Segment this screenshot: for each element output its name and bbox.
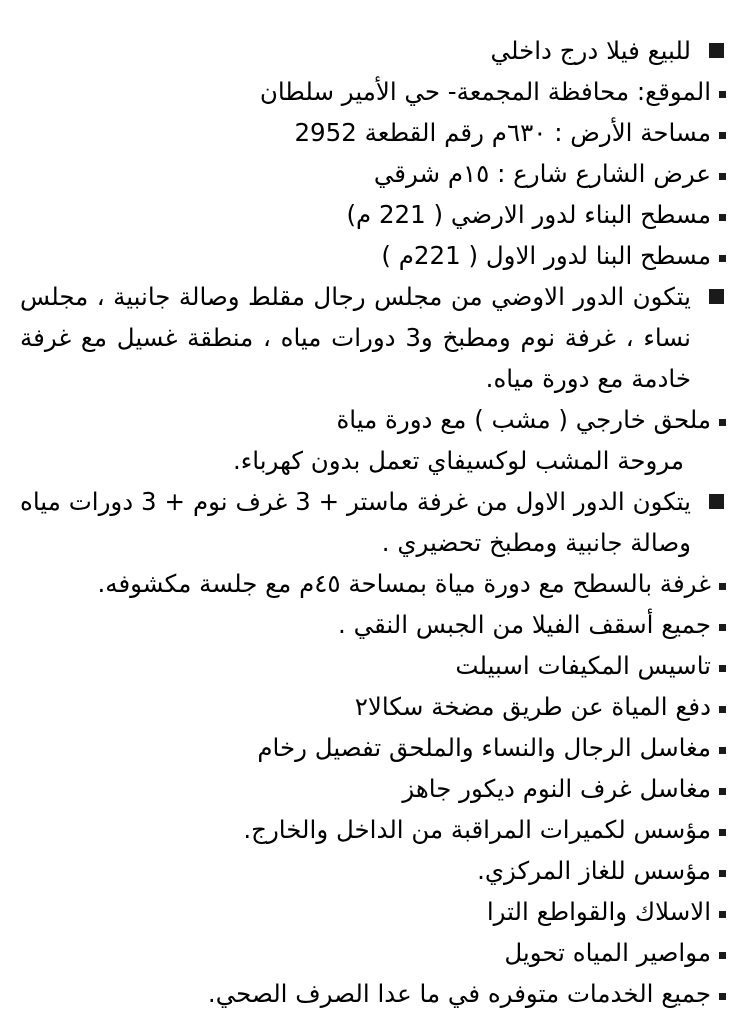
square-bullet-icon — [709, 289, 724, 304]
dot-bullet-icon — [719, 91, 726, 98]
paragraph-ground-floor: يتكون الدور الاوضي من مجلس رجال مقلط وصالة جانبية ، مجلس نساء ، غرفة نوم ومطبخ و3 دورات مياه ، منطقة غسيل مع غرفة خادمة مع دورة مياه. — [20, 276, 728, 399]
dot-bullet-icon — [719, 952, 726, 959]
list-item-street-width: عرض الشارع شارع : ١٥م شرقي — [20, 153, 728, 194]
list-item-wiring: الاسلاك والقواطع الترا — [20, 891, 728, 932]
dot-bullet-icon — [719, 255, 726, 262]
listing-title: للبيع فيلا درج داخلي — [20, 30, 728, 71]
list-item-ac: تاسيس المكيفات اسبيلت — [20, 645, 728, 686]
list-item-gas: مؤسس للغاز المركزي. — [20, 850, 728, 891]
square-bullet-icon — [709, 43, 724, 58]
dot-bullet-icon — [719, 665, 726, 672]
dot-bullet-icon — [719, 419, 726, 426]
dot-bullet-icon — [719, 993, 726, 1000]
list-item-first-floor-area: مسطح البنا لدور الاول ( 221م ) — [20, 235, 728, 276]
dot-bullet-icon — [719, 132, 726, 139]
dot-bullet-icon — [719, 624, 726, 631]
dot-bullet-icon — [719, 173, 726, 180]
list-item-cameras: مؤسس لكميرات المراقبة من الداخل والخارج. — [20, 809, 728, 850]
list-item-roof-room: غرفة بالسطح مع دورة مياة بمساحة ٤٥م مع جلسة مكشوفه. — [20, 563, 728, 604]
list-item-pipes: مواصير المياه تحويل — [20, 932, 728, 973]
dot-bullet-icon — [719, 870, 726, 877]
square-bullet-icon — [709, 494, 724, 509]
dot-bullet-icon — [719, 911, 726, 918]
list-item-sinks-marble: مغاسل الرجال والنساء والملحق تفصيل رخام — [20, 727, 728, 768]
dot-bullet-icon — [719, 788, 726, 795]
list-item-annex: ملحق خارجي ( مشب ) مع دورة مياة — [20, 399, 728, 440]
list-item-land-area: مساحة الأرض : ٦٣٠م رقم القطعة 2952 — [20, 112, 728, 153]
paragraph-first-floor: يتكون الدور الاول من غرفة ماستر + 3 غرف نوم + 3 دورات مياه وصالة جانبية ومطبخ تحضيري . — [20, 481, 728, 563]
list-item-ceilings: جميع أسقف الفيلا من الجبس النقي . — [20, 604, 728, 645]
dot-bullet-icon — [719, 829, 726, 836]
list-item-water-pump: دفع المياة عن طريق مضخة سكالا٢ — [20, 686, 728, 727]
dot-bullet-icon — [719, 583, 726, 590]
list-item-services: جميع الخدمات متوفره في ما عدا الصرف الصحي. — [20, 973, 728, 1014]
dot-bullet-icon — [719, 747, 726, 754]
dot-bullet-icon — [719, 706, 726, 713]
list-item-bedroom-sinks: مغاسل غرف النوم ديكور جاهز — [20, 768, 728, 809]
list-item-annex-fan: مروحة المشب لوكسيفاي تعمل بدون كهرباء. — [232, 446, 684, 475]
list-item-ground-floor-area: مسطح البناء لدور الارضي ( 221 م) — [20, 194, 728, 235]
list-item-location: الموقع: محافظة المجمعة- حي الأمير سلطان — [20, 71, 728, 112]
dot-bullet-icon — [719, 214, 726, 221]
